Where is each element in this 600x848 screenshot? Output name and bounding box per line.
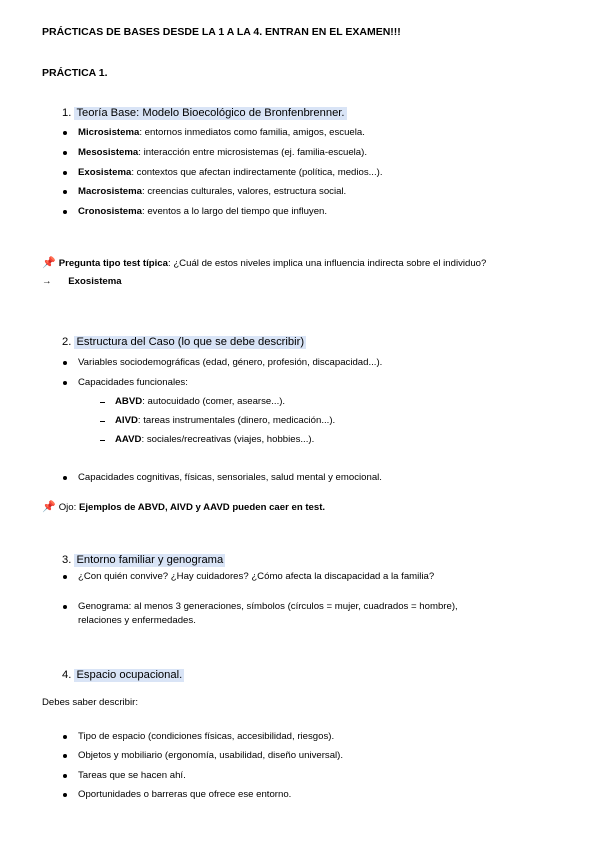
- arrow-icon: →: [42, 276, 52, 287]
- list-item: Tipo de espacio (condiciones físicas, accesibilidad, riesgos).: [78, 731, 335, 742]
- section-2-number: 2.: [62, 336, 72, 348]
- section-4-title: Espacio ocupacional.: [76, 669, 183, 681]
- bullet-icon: [63, 774, 67, 778]
- pushpin-icon: 📌: [42, 257, 56, 269]
- list-item: Variables sociodemográficas (edad, género, profesión, discapacidad...).: [78, 357, 383, 368]
- sub-list-item: ABVD: autocuidado (comer, asearse...).: [115, 396, 286, 407]
- bullet-icon: [63, 735, 67, 739]
- bullet-icon: [63, 151, 67, 155]
- list-item: Mesosistema: interacción entre microsistemas (ej. familia-escuela).: [78, 147, 367, 158]
- list-item: Exosistema: contextos que afectan indirectamente (política, medios...).: [78, 167, 383, 178]
- list-item-continuation: relaciones y enfermedades.: [78, 615, 196, 626]
- section-4-heading: [62, 669, 184, 681]
- page-title: PRÁCTICAS DE BASES DESDE LA 1 A LA 4. ENTRAN EN EL EXAMEN!!!: [42, 26, 401, 38]
- list-item: Capacidades funcionales:: [78, 377, 188, 388]
- sub-list-item: AAVD: sociales/recreativas (viajes, hobbies...).: [115, 434, 315, 445]
- ojo-note: 📌 Ojo: Ejemplos de ABVD, AIVD y AAVD pueden caer en test.: [42, 501, 326, 513]
- dash-icon: [100, 421, 105, 422]
- section-2-heading: [62, 336, 306, 348]
- section-2-title: Estructura del Caso (lo que se debe describir): [76, 336, 305, 348]
- bullet-icon: [63, 476, 67, 480]
- bullet-icon: [63, 190, 67, 194]
- bullet-icon: [63, 210, 67, 214]
- section-1-number: 1.: [62, 107, 72, 119]
- list-item: ¿Con quién convive? ¿Hay cuidadores? ¿Cómo afecta la discapacidad a la familia?: [78, 571, 435, 582]
- practica-heading: PRÁCTICA 1.: [42, 67, 108, 79]
- section-4-intro: Debes saber describir:: [42, 697, 138, 708]
- bullet-icon: [63, 575, 67, 579]
- bullet-icon: [63, 754, 67, 758]
- list-item: Cronosistema: eventos a lo largo del tiempo que influyen.: [78, 206, 328, 217]
- pushpin-icon: 📌: [42, 501, 56, 513]
- section-3-title: Entorno familiar y genograma: [76, 554, 224, 566]
- sub-list-item: AIVD: tareas instrumentales (dinero, medicación...).: [115, 415, 336, 426]
- test-question: 📌 Pregunta tipo test típica: ¿Cuál de estos niveles implica una influencia indirecta sobre el individuo?: [42, 257, 487, 269]
- list-item: Capacidades cognitivas, físicas, sensoriales, salud mental y emocional.: [78, 472, 382, 483]
- list-item: Microsistema: entornos inmediatos como familia, amigos, escuela.: [78, 127, 365, 138]
- list-item: Genograma: al menos 3 generaciones, símbolos (círculos = mujer, cuadrados = hombre),: [78, 601, 458, 612]
- section-3-heading: [62, 554, 225, 566]
- dash-icon: [100, 440, 105, 441]
- dash-icon: [100, 402, 105, 403]
- section-1-heading: [62, 107, 347, 119]
- bullet-icon: [63, 605, 67, 609]
- bullet-icon: [63, 361, 67, 365]
- list-item: Macrosistema: creencias culturales, valores, estructura social.: [78, 186, 347, 197]
- bullet-icon: [63, 171, 67, 175]
- bullet-icon: [63, 131, 67, 135]
- list-item: Oportunidades o barreras que ofrece ese entorno.: [78, 789, 292, 800]
- section-3-number: 3.: [62, 554, 72, 566]
- bullet-icon: [63, 793, 67, 797]
- section-4-number: 4.: [62, 669, 72, 681]
- bullet-icon: [63, 381, 67, 385]
- list-item: Objetos y mobiliario (ergonomía, usabilidad, diseño universal).: [78, 750, 344, 761]
- section-1-title: Teoría Base: Modelo Bioecológico de Bronfenbrenner.: [76, 107, 345, 119]
- list-item: Tareas que se hacen ahí.: [78, 770, 186, 781]
- test-answer: → Exosistema: [42, 276, 122, 287]
